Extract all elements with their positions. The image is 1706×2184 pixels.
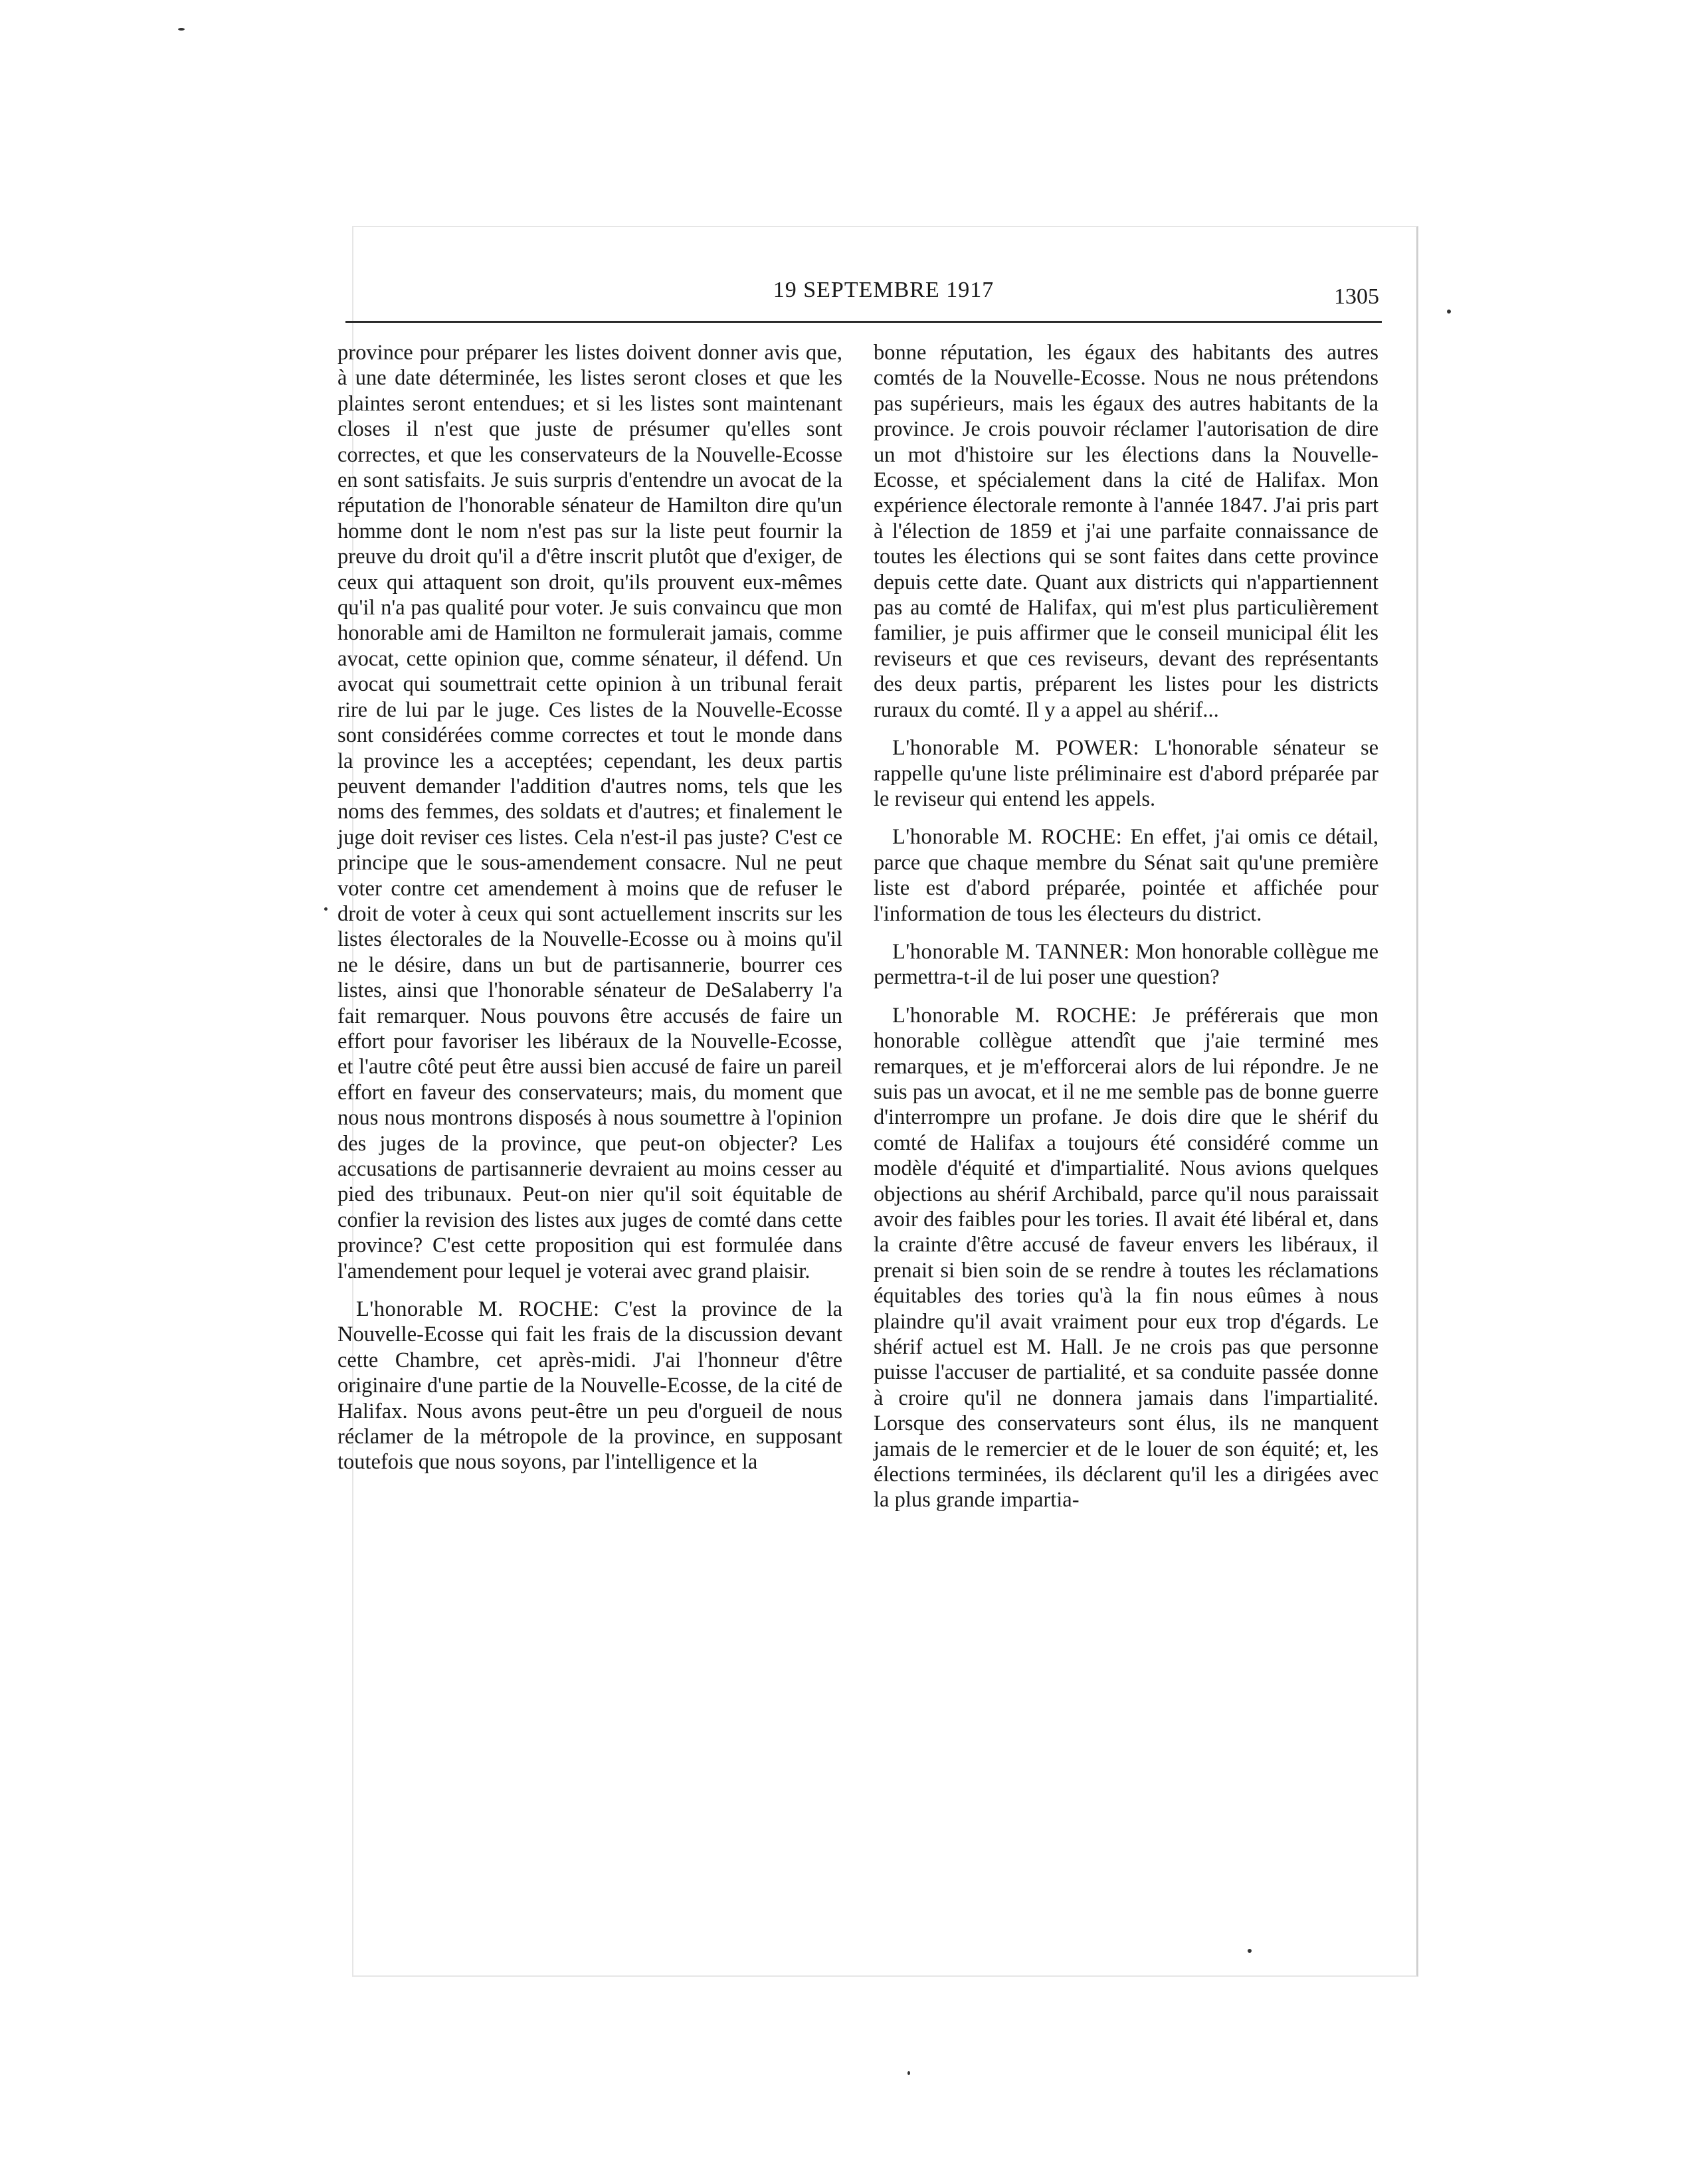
right-column [874,340,1378,1513]
paragraph-text: En effet, j'ai omis ce détail, parce que chaque membre du Sénat sait qu'une première liste est d'abord préparée, pointée et affichée pour l'information de tous les électeurs du district. [874,825,1378,926]
paragraph-text: Je préférerais que mon honorable collègue attendît que j'aie terminé mes remarques, et je m'efforcerai alors de lui répondre. Je ne suis pas un avocat, et il ne me semble pas de bonne guerre d'interrompre un profane. Je dois dire que le shérif du comté de Halifax a toujours été considéré comme un modèle d'équité et d'impartialité. Nous avions quelques objections au shérif Archibald, parce qu'il nous paraissait avoir des faibles pour les tories. Il avait été libéral et, dans la crainte d'être accusé de faveur envers les libéraux, il prenait si bien soin de se rendre à toutes les réclamations équitables des tories qu'à la fin nous eûmes à nous plaindre qu'il avait vraiment pour eux trop d'égards. Le shérif actuel est M. Hall. Je ne crois pas que personne puisse l'accuser de partialité, et sa conduite passée donne à croire qu'il ne donnera jamais dans l'impartialité. Lorsque des conservateurs sont élus, ils ne manquent jamais de le remercier et de le louer de son équité; et, les élections terminées, ils déclarent qu'il les a dirigées avec la plus grande impartia- [874,1003,1378,1512]
page-date: 19 SEPTEMBRE 1917 [773,278,995,302]
scan-speck [1248,1949,1252,1953]
page-number: 1305 [1334,284,1379,309]
paragraph [337,340,842,1284]
speaker-label: L'honorable M. TANNER: [892,939,1130,964]
left-column [337,340,842,1475]
scan-speck [178,28,185,31]
paragraph-text: C'est la province de la Nouvelle-Ecosse qui fait les frais de la discussion devant cette Chambre, cet après-midi. J'ai l'honneur d'être originaire d'une partie de la Nouvelle-Ecosse, de la cité de Halifax. Nous avons peut-être un peu d'orgueil de nous réclamer de la métropole de la province, en supposant toutefois que nous soyons, par l'intelligence et la [337,1297,842,1475]
speaker-label: L'honorable M. POWER: [892,736,1139,761]
speaker-label: L'honorable M. ROCHE: [892,825,1123,850]
header-rule [345,321,1382,323]
speaker-label: L'honorable M. ROCHE: [356,1297,600,1322]
paragraph [874,939,1378,990]
paragraph-text: province pour préparer les listes doivent donner avis que, à une date déterminée, les listes seront closes et que les plaintes seront entendues; et si les listes sont maintenant closes il n'est que juste de présumer qu'elles sont correctes, et que les conservateurs de la Nouvelle-Ecosse en sont satisfaits. Je suis surpris d'entendre un avocat de la réputation de l'honorable sénateur de Hamilton dire qu'un homme dont le nom n'est pas sur la liste peut fournir la preuve du droit qu'il a d'être inscrit plutôt que d'exiger, de ceux qui attaquent son droit, qu'ils prouvent eux-mêmes qu'il n'a pas qualité pour voter. Je suis convaincu que mon honorable ami de Hamilton ne formulerait jamais, comme avocat, cette opinion que, comme sénateur, il défend. Un avocat qui soumettrait cette opinion à un tribunal ferait rire de lui par le juge. Ces listes de la Nouvelle-Ecosse sont considérées comme correctes et tout le monde dans la province les a acceptées; cependant, les deux partis peuvent demander l'addition d'autres noms, tels que les noms des femmes, des soldats et d'autres; et finalement le juge doit reviser ces listes. Cela n'est-il pas juste? C'est ce principe que le sous-amendement consacre. Nul ne peut voter contre cet amendement à moins que de refuser le droit de voter à ceux qui sont actuellement inscrits sur les listes électorales de la Nouvelle-Ecosse ou à moins qu'il ne le désire, dans un but de partisannerie, bourrer ces listes, ainsi que l'honorable sénateur de DeSalaberry l'a fait remarquer. Nous pouvons être accusés de faire un effort pour favoriser les libéraux de la Nouvelle-Ecosse, et l'autre côté peut être aussi bien accusé de faire un pareil effort en faveur des conservateurs; mais, du moment que nous nous montrons disposés à nous soumettre à l'opinion des juges de la province, que peut-on objecter? Les accusations de partisannerie devraient au moins cesser au pied des tribunaux. Peut-on nier qu'il soit équitable de confier la revision des listes aux juges de comté dans cette province? C'est cette proposition qui est formulée dans l'amendement pour lequel je voterai avec grand plaisir. [337,341,842,1283]
paragraph [337,1297,842,1475]
paragraph [874,824,1378,927]
paragraph-text: Mon honorable collègue me permettra-t-il de lui poser une question? [874,939,1378,990]
paragraph-text: bonne réputation, les égaux des habitants des autres comtés de la Nouvelle-Ecosse. Nous ne nous prétendons pas supérieurs, mais les égaux des autres habitants de la province. Je crois pouvoir réclamer l'autorisation de dire un mot d'histoire sur les élections dans la Nouvelle-Ecosse, et spécialement dans la cité de Halifax. Mon expérience électorale remonte à l'année 1847. J'ai pris part à l'élection de 1859 et j'ai une parfaite connaissance de toutes les élections qui se sont faites dans cette province depuis cette date. Quant aux districts qui n'appartiennent pas au comté de Halifax, qui m'est plus particulièrement familier, je puis affirmer que le conseil municipal élit les reviseurs et que ces reviseurs, devant des représentants des deux partis, préparent les listes pour les districts ruraux du comté. Il y a appel au shérif... [874,341,1378,722]
scan-speck [324,907,328,911]
speaker-label: L'honorable M. ROCHE: [892,1003,1137,1028]
paragraph [874,1003,1378,1513]
paragraph [874,735,1378,812]
paragraph-text: L'honorable sénateur se rappelle qu'une liste préliminaire est d'abord préparée par le reviseur qui entend les appels. [874,736,1379,811]
paragraph [874,340,1378,723]
scan-speck [1447,310,1451,314]
scan-speck [907,2071,910,2075]
